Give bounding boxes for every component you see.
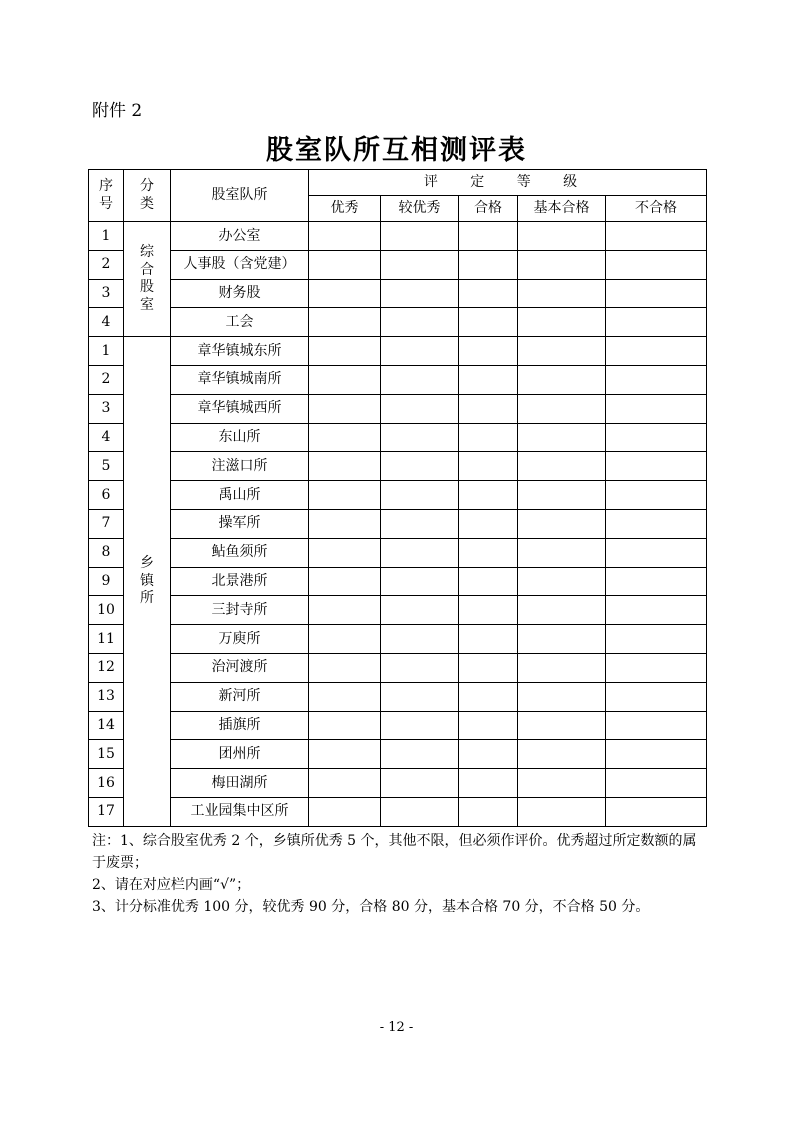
rating-cell-excellent[interactable] [309, 711, 381, 740]
rating-cell-excellent[interactable] [309, 596, 381, 625]
row-seq: 17 [89, 797, 124, 826]
rating-cell-pass[interactable] [459, 452, 518, 481]
rating-cell-basic-pass[interactable] [518, 653, 606, 682]
rating-cell-excellent[interactable] [309, 250, 381, 279]
row-seq: 4 [89, 308, 124, 337]
table-row [89, 279, 707, 308]
rating-cell-good[interactable] [381, 538, 459, 567]
rating-cell-excellent[interactable] [309, 769, 381, 798]
row-seq: 1 [89, 222, 124, 251]
seq-header: 序号 [89, 170, 124, 222]
rating-cell-pass[interactable] [459, 740, 518, 769]
table-row [89, 653, 707, 682]
row-seq: 11 [89, 625, 124, 654]
rating-cell-excellent[interactable] [309, 279, 381, 308]
rating-cell-fail[interactable] [606, 279, 707, 308]
row-seq: 9 [89, 567, 124, 596]
category-header: 分类 [124, 170, 171, 222]
rating-cell-good[interactable] [381, 279, 459, 308]
rating-cell-pass[interactable] [459, 538, 518, 567]
category-cell [124, 337, 171, 827]
rating-cell-pass[interactable] [459, 394, 518, 423]
table-row [89, 797, 707, 826]
table-row [89, 625, 707, 654]
rating-cell-basic-pass[interactable] [518, 279, 606, 308]
rating-cell-excellent[interactable] [309, 625, 381, 654]
rating-cell-fail[interactable] [606, 711, 707, 740]
rating-cell-good[interactable] [381, 509, 459, 538]
rating-cell-excellent[interactable] [309, 365, 381, 394]
page-number: - 12 - [379, 1020, 414, 1035]
rating-cell-good[interactable] [381, 653, 459, 682]
rating-cell-fail[interactable] [606, 682, 707, 711]
rating-cell-fail[interactable] [606, 365, 707, 394]
rating-cell-good[interactable] [381, 308, 459, 337]
unit-name: 插旗所 [171, 711, 309, 740]
attachment-label: 附件 2 [92, 101, 143, 121]
row-seq: 3 [89, 279, 124, 308]
rating-cell-excellent[interactable] [309, 740, 381, 769]
table-row [89, 711, 707, 740]
unit-name: 工会 [171, 308, 309, 337]
rating-cell-fail[interactable] [606, 653, 707, 682]
rating-cell-fail[interactable] [606, 452, 707, 481]
table-row [89, 423, 707, 452]
rating-header-pass: 合格 [459, 196, 518, 222]
rating-cell-fail[interactable] [606, 250, 707, 279]
category-cell [124, 222, 171, 337]
rating-cell-excellent[interactable] [309, 481, 381, 510]
rating-cell-basic-pass[interactable] [518, 481, 606, 510]
rating-cell-fail[interactable] [606, 625, 707, 654]
rating-cell-excellent[interactable] [309, 337, 381, 366]
row-seq: 2 [89, 365, 124, 394]
rating-cell-fail[interactable] [606, 740, 707, 769]
unit-name: 人事股（含党建） [171, 250, 309, 279]
rating-cell-pass[interactable] [459, 423, 518, 452]
rating-cell-good[interactable] [381, 625, 459, 654]
row-seq: 13 [89, 682, 124, 711]
rating-cell-good[interactable] [381, 337, 459, 366]
rating-cell-pass[interactable] [459, 337, 518, 366]
row-seq: 3 [89, 394, 124, 423]
unit-name: 鲇鱼须所 [171, 538, 309, 567]
rating-cell-pass[interactable] [459, 308, 518, 337]
rating-cell-basic-pass[interactable] [518, 423, 606, 452]
unit-name: 禹山所 [171, 481, 309, 510]
rating-cell-excellent[interactable] [309, 567, 381, 596]
row-seq: 16 [89, 769, 124, 798]
rating-cell-excellent[interactable] [309, 308, 381, 337]
rating-cell-good[interactable] [381, 222, 459, 251]
page-title: 股室队所互相测评表 [266, 135, 527, 166]
rating-cell-fail[interactable] [606, 769, 707, 798]
table-row [89, 308, 707, 337]
row-seq: 5 [89, 452, 124, 481]
rating-cell-fail[interactable] [606, 481, 707, 510]
rating-header-basic-pass: 基本合格 [518, 196, 606, 222]
rating-cell-pass[interactable] [459, 250, 518, 279]
table-row [89, 337, 707, 366]
rating-cell-fail[interactable] [606, 567, 707, 596]
rating-cell-pass[interactable] [459, 797, 518, 826]
table-row [89, 365, 707, 394]
rating-cell-fail[interactable] [606, 222, 707, 251]
unit-name: 工业园集中区所 [171, 797, 309, 826]
rating-cell-pass[interactable] [459, 682, 518, 711]
row-seq: 10 [89, 596, 124, 625]
rating-cell-basic-pass[interactable] [518, 452, 606, 481]
rating-cell-pass[interactable] [459, 711, 518, 740]
row-seq: 15 [89, 740, 124, 769]
category-label: 综合股室 [140, 244, 154, 313]
table-row [89, 538, 707, 567]
unit-name: 三封寺所 [171, 596, 309, 625]
rating-header-good: 较优秀 [381, 196, 459, 222]
rating-cell-basic-pass[interactable] [518, 769, 606, 798]
rating-cell-fail[interactable] [606, 509, 707, 538]
unit-name: 治河渡所 [171, 653, 309, 682]
rating-cell-pass[interactable] [459, 596, 518, 625]
rating-cell-good[interactable] [381, 797, 459, 826]
unit-name: 财务股 [171, 279, 309, 308]
rating-cell-good[interactable] [381, 567, 459, 596]
unit-name: 新河所 [171, 682, 309, 711]
rating-cell-pass[interactable] [459, 509, 518, 538]
rating-header-excellent: 优秀 [309, 196, 381, 222]
rating-cell-basic-pass[interactable] [518, 567, 606, 596]
table-row [89, 509, 707, 538]
rating-cell-basic-pass[interactable] [518, 797, 606, 826]
unit-name: 北景港所 [171, 567, 309, 596]
row-seq: 8 [89, 538, 124, 567]
rating-cell-pass[interactable] [459, 769, 518, 798]
rating-cell-basic-pass[interactable] [518, 222, 606, 251]
note-line: 3、计分标准优秀 100 分，较优秀 90 分，合格 80 分，基本合格 70 分，不合格 50 分。 [92, 899, 650, 915]
rating-cell-fail[interactable] [606, 596, 707, 625]
rating-cell-basic-pass[interactable] [518, 740, 606, 769]
rating-cell-basic-pass[interactable] [518, 596, 606, 625]
rating-cell-excellent[interactable] [309, 509, 381, 538]
rating-cell-fail[interactable] [606, 797, 707, 826]
row-seq: 4 [89, 423, 124, 452]
rating-cell-basic-pass[interactable] [518, 509, 606, 538]
unit-name: 章华镇城东所 [171, 337, 309, 366]
rating-group-header: 评 定 等 级 [309, 170, 707, 196]
rating-cell-basic-pass[interactable] [518, 365, 606, 394]
rating-cell-pass[interactable] [459, 653, 518, 682]
unit-name: 团州所 [171, 740, 309, 769]
rating-cell-basic-pass[interactable] [518, 625, 606, 654]
table-row [89, 481, 707, 510]
unit-name: 办公室 [171, 222, 309, 251]
table-row [89, 682, 707, 711]
rating-cell-pass[interactable] [459, 625, 518, 654]
rating-cell-pass[interactable] [459, 365, 518, 394]
row-seq: 14 [89, 711, 124, 740]
rating-cell-pass[interactable] [459, 279, 518, 308]
rating-cell-good[interactable] [381, 250, 459, 279]
rating-cell-excellent[interactable] [309, 394, 381, 423]
unit-name: 操军所 [171, 509, 309, 538]
rating-cell-basic-pass[interactable] [518, 308, 606, 337]
notes [92, 830, 707, 918]
unit-name: 注滋口所 [171, 452, 309, 481]
unit-name: 章华镇城南所 [171, 365, 309, 394]
rating-cell-excellent[interactable] [309, 653, 381, 682]
rating-cell-good[interactable] [381, 711, 459, 740]
rating-cell-fail[interactable] [606, 394, 707, 423]
rating-cell-excellent[interactable] [309, 682, 381, 711]
row-seq: 2 [89, 250, 124, 279]
rating-cell-basic-pass[interactable] [518, 337, 606, 366]
rating-cell-pass[interactable] [459, 222, 518, 251]
evaluation-table [88, 169, 707, 827]
unit-header: 股室队所 [171, 170, 309, 222]
rating-cell-excellent[interactable] [309, 423, 381, 452]
row-seq: 7 [89, 509, 124, 538]
rating-cell-good[interactable] [381, 596, 459, 625]
rating-cell-good[interactable] [381, 452, 459, 481]
table-row [89, 452, 707, 481]
unit-name: 梅田湖所 [171, 769, 309, 798]
rating-cell-basic-pass[interactable] [518, 394, 606, 423]
unit-name: 万庾所 [171, 625, 309, 654]
rating-cell-basic-pass[interactable] [518, 682, 606, 711]
rating-cell-pass[interactable] [459, 481, 518, 510]
row-seq: 6 [89, 481, 124, 510]
rating-cell-fail[interactable] [606, 337, 707, 366]
rating-cell-fail[interactable] [606, 308, 707, 337]
rating-cell-good[interactable] [381, 365, 459, 394]
rating-cell-fail[interactable] [606, 423, 707, 452]
table-row [89, 740, 707, 769]
rating-cell-excellent[interactable] [309, 222, 381, 251]
table-row [89, 769, 707, 798]
rating-cell-good[interactable] [381, 740, 459, 769]
rating-cell-basic-pass[interactable] [518, 250, 606, 279]
rating-cell-fail[interactable] [606, 538, 707, 567]
category-label: 乡镇所 [140, 555, 154, 607]
rating-cell-excellent[interactable] [309, 797, 381, 826]
rating-header-fail: 不合格 [606, 196, 707, 222]
table-row [89, 567, 707, 596]
table-row [89, 596, 707, 625]
rating-cell-good[interactable] [381, 481, 459, 510]
rating-cell-basic-pass[interactable] [518, 538, 606, 567]
row-seq: 1 [89, 337, 124, 366]
rating-cell-good[interactable] [381, 423, 459, 452]
rating-cell-good[interactable] [381, 769, 459, 798]
row-seq: 12 [89, 653, 124, 682]
rating-cell-pass[interactable] [459, 567, 518, 596]
table-row [89, 222, 707, 251]
rating-cell-good[interactable] [381, 394, 459, 423]
rating-cell-excellent[interactable] [309, 452, 381, 481]
table-row [89, 394, 707, 423]
note-line: 注：1、综合股室优秀 2 个，乡镇所优秀 5 个，其他不限，但必须作评价。优秀超过所定数额的属于废票； [92, 833, 697, 871]
rating-cell-excellent[interactable] [309, 538, 381, 567]
unit-name: 东山所 [171, 423, 309, 452]
table-row [89, 250, 707, 279]
rating-cell-basic-pass[interactable] [518, 711, 606, 740]
note-line: 2、请在对应栏内画“√”； [92, 877, 251, 893]
unit-name: 章华镇城西所 [171, 394, 309, 423]
rating-cell-good[interactable] [381, 682, 459, 711]
